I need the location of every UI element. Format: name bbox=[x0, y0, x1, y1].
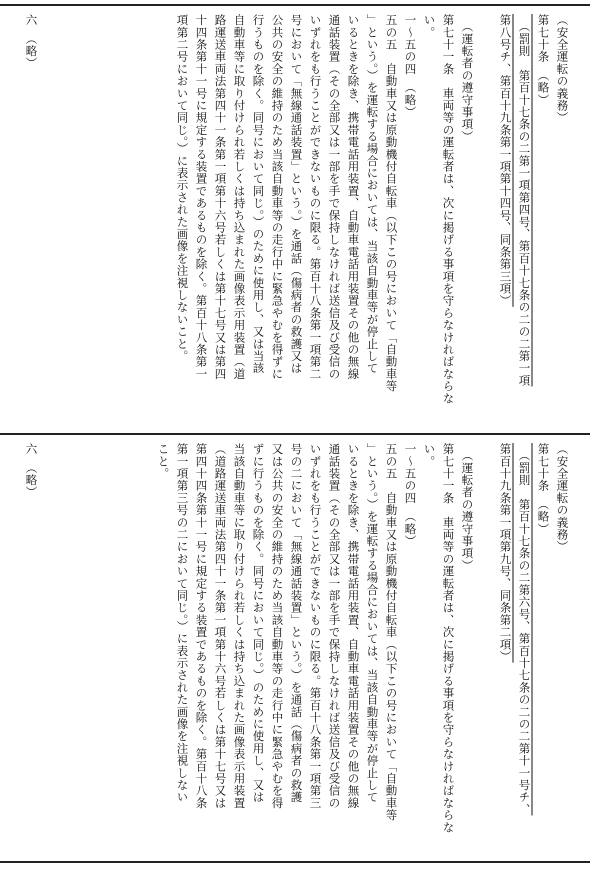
item-5-5-line: 通話装置（その全部又は一部を手で保持しなければ送信及び受信の bbox=[327, 14, 342, 380]
item-1-to-5-4: 一〜五の四 （略） bbox=[403, 14, 418, 119]
heading-driver-duties: （運転者の遵守事項） bbox=[460, 14, 475, 143]
heading-safe-driving: （安全運転の義務） bbox=[555, 443, 570, 553]
item-5-5-line: こと。 bbox=[156, 443, 171, 480]
heading-driver-duties: （運転者の遵守事項） bbox=[460, 443, 475, 572]
article-70: 第七十条 （略） bbox=[536, 443, 551, 535]
penalty-line: （罰則 第百十七条の二第一項第四号、第百十七条の二の二第一項 bbox=[517, 14, 532, 387]
article-70: 第七十条 （略） bbox=[536, 14, 551, 106]
item-6: 六 （略） bbox=[24, 443, 39, 499]
item-5-5-line: 当該自動車等に取り付けられ若しくは持ち込まれた画像表示用装置 bbox=[232, 443, 247, 809]
item-5-5-line: 十四条第十一号に規定する装置であるものを除く。第百十八条第一 bbox=[194, 14, 209, 380]
item-5-5: 五の五 自動車又は原動機付自転車（以下この号において「自動車等 bbox=[384, 14, 399, 393]
new-provision-panel bbox=[0, 433, 590, 863]
item-5-5-line: 自動車等に取り付けられ若しくは持ち込まれた画像表示用装置（道 bbox=[232, 14, 247, 380]
item-5-5: 五の五 自動車又は原動機付自転車（以下この号において「自動車等 bbox=[384, 443, 399, 822]
item-5-5-line: 第一項第三号の二において同じ。）に表示された画像を注視しない bbox=[175, 443, 190, 804]
article-71-cont: い。 bbox=[422, 443, 437, 468]
item-5-5-line: 行うものを除く。同号において同じ。）のために使用し、又は当該 bbox=[251, 14, 266, 375]
item-5-5-line: いずれをも行うことができないものに限る。第百十八条第一項第三 bbox=[308, 443, 323, 809]
item-5-5-line: 通話装置（その全部又は一部を手で保持しなければ送信及び受信の bbox=[327, 443, 342, 809]
penalty-line: （罰則 第百十七条の二第六号、第百十七条の二の二第十一号チ、 bbox=[517, 443, 532, 816]
item-5-5-line: 」という。）を運転する場合においては、当該自動車等が停止して bbox=[365, 14, 380, 375]
heading-safe-driving: （安全運転の義務） bbox=[555, 14, 570, 124]
old-provision-panel bbox=[0, 4, 590, 434]
item-5-5-line: 路運送車両法第四十一条第一項第十六号若しくは第十七号又は第四 bbox=[213, 14, 228, 380]
penalty-line: 第八号チ、第百十九条第一項第十四号、同条第三項） bbox=[498, 14, 513, 307]
item-5-5-line: 号の二において「無線通話装置」という。）を通話（傷病者の救護 bbox=[289, 443, 304, 804]
article-71: 第七十一条 車両等の運転者は、次に掲げる事項を守らなければならな bbox=[441, 14, 456, 405]
item-5-5-line: 第四十四条第十一号に規定する装置であるものを除く。第百十八条 bbox=[194, 443, 209, 809]
item-1-to-5-4: 一〜五の四 （略） bbox=[403, 443, 418, 548]
item-5-5-line: 又は公共の安全の維持のため当該自動車等の走行中に緊急やむを得 bbox=[270, 443, 285, 809]
item-5-5-line: （道路運送車両法第四十一条第一項第十六号若しくは第十七号又は bbox=[213, 443, 228, 809]
item-5-5-line: いるときを除き、携帯電話用装置、自動車電話用装置その他の無線 bbox=[346, 14, 361, 380]
item-5-5-line: ずに行うものを除く。同号において同じ。）のために使用し、又は bbox=[251, 443, 266, 804]
article-71-cont: い。 bbox=[422, 14, 437, 39]
item-5-5-line: いずれをも行うことができないものに限る。第百十八条第一項第二 bbox=[308, 14, 323, 380]
penalty-line: 第百十九条第一項第九号、同条第二項） bbox=[498, 443, 513, 663]
item-5-5-line: 」という。）を運転する場合においては、当該自動車等が停止して bbox=[365, 443, 380, 804]
item-5-5-line: 号において「無線通話装置」という。）を通話（傷病者の救護又は bbox=[289, 14, 304, 375]
article-71: 第七十一条 車両等の運転者は、次に掲げる事項を守らなければならな bbox=[441, 443, 456, 834]
item-5-5-line: 項第二号において同じ。）に表示された画像を注視しないこと。 bbox=[175, 14, 190, 363]
item-6: 六 （略） bbox=[24, 14, 39, 70]
item-5-5-line: いるときを除き、携帯電話用装置、自動車電話用装置その他の無線 bbox=[346, 443, 361, 809]
item-5-5-line: 公共の安全の維持のため当該自動車等の走行中に緊急やむを得ずに bbox=[270, 14, 285, 380]
